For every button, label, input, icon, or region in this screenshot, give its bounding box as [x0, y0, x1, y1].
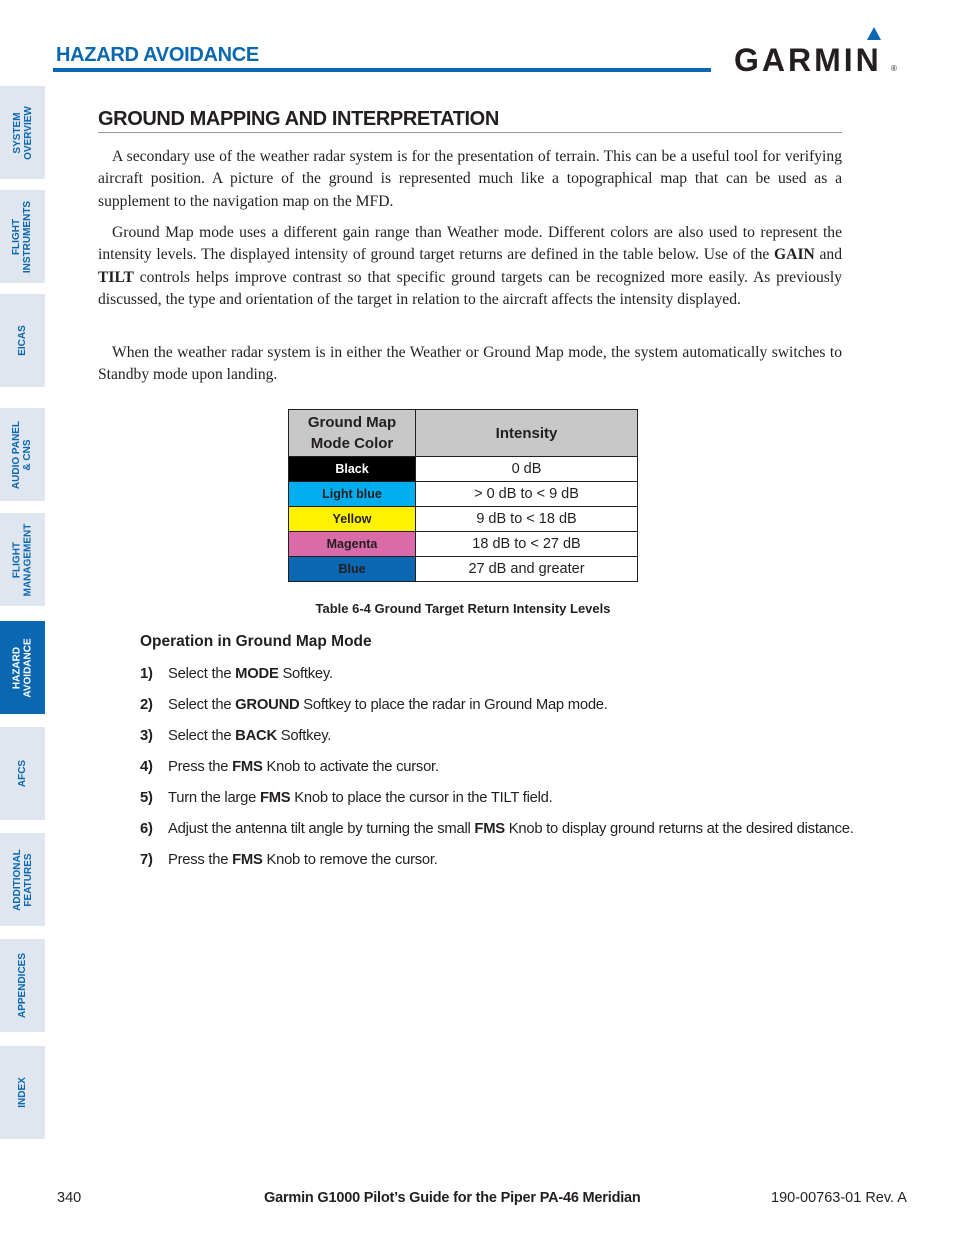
intensity-table	[288, 409, 638, 582]
step-number: 1)	[140, 666, 153, 682]
tab-label: ADDITIONAL FEATURES	[11, 848, 34, 911]
table-row	[289, 507, 638, 532]
map-color-cell: Yellow	[289, 507, 416, 532]
gain-control-name: GAIN	[774, 246, 815, 264]
intensity-cell: 27 dB and greater	[416, 557, 638, 582]
step-number: 5)	[140, 790, 153, 806]
page-heading: GROUND MAPPING AND INTERPRETATION	[98, 108, 499, 130]
tab-audio-panel-cns[interactable]	[0, 408, 45, 501]
intensity-cell: 0 dB	[416, 457, 638, 482]
garmin-logo-wordmark: GARMIN	[734, 42, 882, 76]
tab-flight-management[interactable]	[0, 513, 45, 606]
table-header-row	[289, 410, 638, 457]
step-text-end: Knob to display ground returns at the desired distance.	[504, 821, 854, 837]
header-rule	[53, 68, 711, 72]
document-number: 190-00763-01 Rev. A	[771, 1190, 907, 1206]
procedure-step	[140, 790, 553, 806]
step-text: Select the	[168, 697, 236, 713]
step-text: Select the	[168, 666, 236, 682]
step-text-end: Softkey to place the radar in Ground Map mode.	[299, 697, 608, 713]
table-row	[289, 482, 638, 507]
step-control-name: FMS	[259, 790, 291, 806]
procedure-step	[140, 759, 439, 775]
step-number: 7)	[140, 852, 153, 868]
intensity-cell: > 0 dB to < 9 dB	[416, 482, 638, 507]
header-map-color: Ground Map Mode Color	[289, 410, 416, 457]
step-number: 6)	[140, 821, 153, 837]
tab-index[interactable]	[0, 1046, 45, 1139]
tab-hazard-avoidance[interactable]	[0, 621, 45, 714]
step-text: Press the	[168, 852, 233, 868]
intensity-cell: 9 dB to < 18 dB	[416, 507, 638, 532]
paragraph-2-and: and	[814, 246, 842, 264]
procedure-step	[140, 666, 333, 682]
step-control-name: FMS	[232, 759, 263, 775]
map-color-cell: Light blue	[289, 482, 416, 507]
paragraph-2-text-end: controls helps improve contrast so that specific ground targets can be recognized more easily. As previously discussed, the type and orientation of the target in relation to the aircraft affects the intensity displayed.	[98, 268, 842, 308]
procedure-step	[140, 728, 331, 744]
heading-rule	[98, 132, 842, 133]
tab-afcs[interactable]	[0, 727, 45, 820]
step-text: Adjust the antenna tilt angle by turning the small	[168, 821, 475, 837]
tab-eicas[interactable]	[0, 294, 45, 387]
step-text: Select the	[168, 728, 236, 744]
map-color-cell: Black	[289, 457, 416, 482]
table-caption: Table 6-4 Ground Target Return Intensity Levels	[315, 601, 611, 616]
tab-flight-instruments[interactable]	[0, 190, 45, 283]
step-control-name: BACK	[235, 728, 277, 744]
step-number: 2)	[140, 697, 153, 713]
section-title: HAZARD AVOIDANCE	[56, 44, 259, 66]
footer-title: Garmin G1000 Pilot’s Guide for the Piper PA-46 Meridian	[264, 1190, 641, 1206]
step-text-end: Knob to place the cursor in the TILT field.	[290, 790, 553, 806]
step-text-end: Knob to activate the cursor.	[262, 759, 439, 775]
header-intensity: Intensity	[416, 410, 638, 457]
procedure-heading: Operation in Ground Map Mode	[140, 633, 372, 650]
paragraph-3: When the weather radar system is in either the Weather or Ground Map mode, the system automatically switches to Standby mode upon landing.	[98, 344, 842, 384]
map-color-cell: Blue	[289, 557, 416, 582]
garmin-logo	[734, 24, 898, 76]
paragraph-1: A secondary use of the weather radar system is for the presentation of terrain. This can be a useful tool for verifying aircraft position. A picture of the ground is represented much like a topographical map that can be used as a supplement to the navigation map on the MFD.	[98, 148, 842, 210]
step-text-end: Softkey.	[276, 728, 332, 744]
garmin-triangle-icon	[867, 27, 881, 40]
map-color-cell: Magenta	[289, 532, 416, 557]
step-number: 4)	[140, 759, 153, 775]
tab-label: HAZARD AVOIDANCE	[11, 637, 34, 698]
tab-label: APPENDICES	[17, 952, 29, 1019]
intensity-cell: 18 dB to < 27 dB	[416, 532, 638, 557]
procedure-step	[140, 697, 608, 713]
tab-label: AUDIO PANEL & CNS	[11, 420, 34, 489]
step-text-end: Softkey.	[278, 666, 333, 682]
step-control-name: FMS	[474, 821, 505, 837]
tab-label: SYSTEM OVERVIEW	[11, 105, 34, 160]
step-control-name: GROUND	[235, 697, 300, 713]
tab-label: EICAS	[17, 325, 28, 356]
step-control-name: FMS	[232, 852, 263, 868]
step-text: Turn the large	[168, 790, 260, 806]
procedure-step	[140, 852, 438, 868]
step-text: Press the	[168, 759, 233, 775]
tab-additional-features[interactable]	[0, 833, 45, 926]
tab-label: AFCS	[16, 759, 28, 788]
paragraph-2-text: Ground Map mode uses a different gain range than Weather mode. Different colors are also used to represent the intensity levels. The displayed intensity of ground target returns are defined in the table below. Use of the	[98, 224, 842, 264]
tab-label: FLIGHT INSTRUMENTS	[11, 200, 34, 273]
registered-mark: ®	[891, 64, 897, 73]
tab-label: INDEX	[17, 1077, 28, 1108]
tilt-control-name: TILT	[98, 268, 134, 286]
table-body	[289, 457, 638, 582]
tab-label: FLIGHT MANAGEMENT	[11, 523, 34, 596]
tab-appendices[interactable]	[0, 939, 45, 1032]
step-number: 3)	[140, 728, 153, 744]
procedure-step	[140, 821, 854, 837]
tab-system-overview[interactable]	[0, 86, 45, 179]
paragraph-2	[98, 222, 842, 311]
page-number: 340	[57, 1190, 82, 1206]
table-row	[289, 532, 638, 557]
table-row	[289, 457, 638, 482]
table-row	[289, 557, 638, 582]
step-control-name: MODE	[235, 666, 279, 682]
step-text-end: Knob to remove the cursor.	[262, 852, 438, 868]
